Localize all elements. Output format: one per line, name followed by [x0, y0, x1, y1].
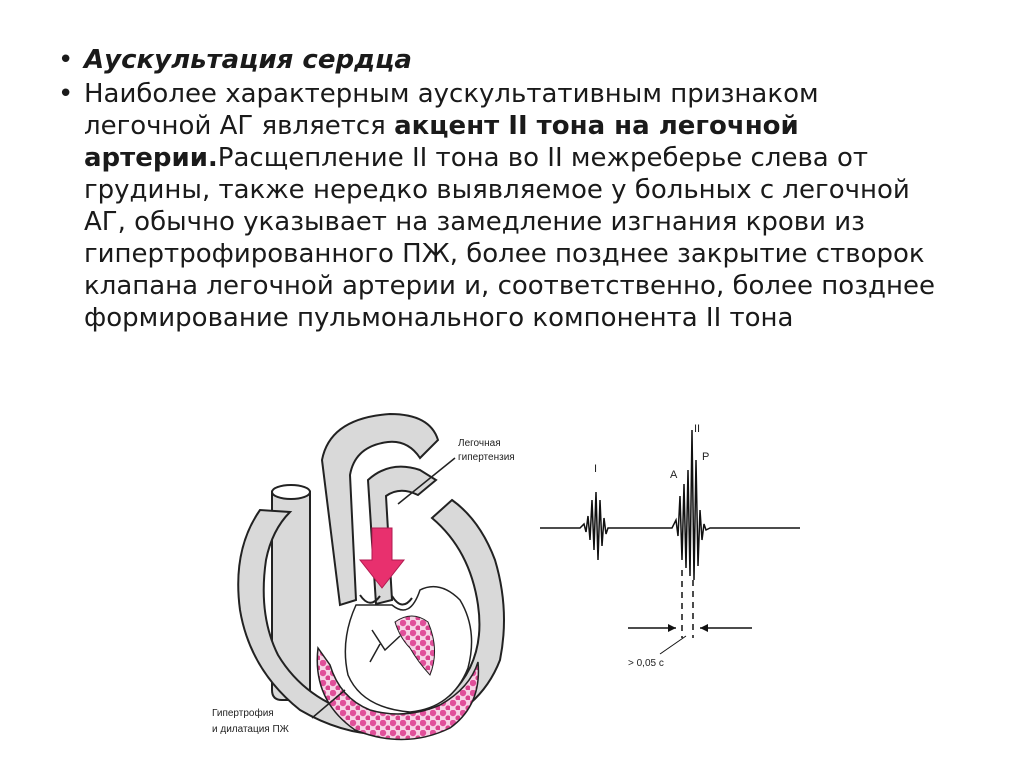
bullet-heading: [56, 44, 956, 76]
paragraph-intro: Наиболее характерным аускультативным признаком легочной АГ является: [84, 79, 819, 141]
interval-pointer: [660, 636, 686, 654]
label-first-tone: I: [594, 463, 598, 475]
interval-label: > 0,05 с: [628, 658, 664, 669]
label-pulmonary: P: [702, 451, 710, 463]
arrowhead-left-icon: [700, 624, 708, 632]
pressure-arrow-icon: [360, 528, 404, 588]
bullet-paragraph: [56, 78, 956, 334]
label-ph-line1: Легочная: [458, 438, 501, 449]
arrowhead-right-icon: [668, 624, 676, 632]
label-ph-line2: гипертензия: [458, 452, 515, 463]
slide-paragraph: [84, 78, 944, 334]
label-rv-line1: Гипертрофия: [212, 708, 274, 719]
bullet-icon: •: [58, 79, 74, 109]
label-second-tone: II: [694, 423, 701, 435]
slide-heading: Аускультация сердца: [84, 45, 412, 75]
label-aortic: A: [670, 469, 678, 481]
heart-diagram: [212, 414, 515, 740]
paragraph-body: Расщепление II тона во II межреберье слева от грудины, также нередко выявляемое у больных с легочной АГ, обычно указывает на замедление изгнания крови из гипертрофированного ПЖ, более позднее закрытие створок клапана легочной артерии и, соответственно, более позднее формирование пульмонального компонента II тона: [84, 143, 935, 333]
bullet-icon: •: [58, 45, 74, 75]
paragraph-emphasis: акцент II тона на легочной артерии.: [84, 111, 799, 173]
slide-text-block: [56, 44, 956, 336]
vena-cava-opening: [272, 485, 310, 499]
label-rv-line2: и дилатация ПЖ: [212, 724, 289, 735]
right-ventricle-cavity: [345, 587, 471, 712]
phonocardiogram: [540, 423, 800, 669]
phonocardiogram-trace: [540, 430, 800, 580]
figure-illustration: [0, 400, 1024, 768]
